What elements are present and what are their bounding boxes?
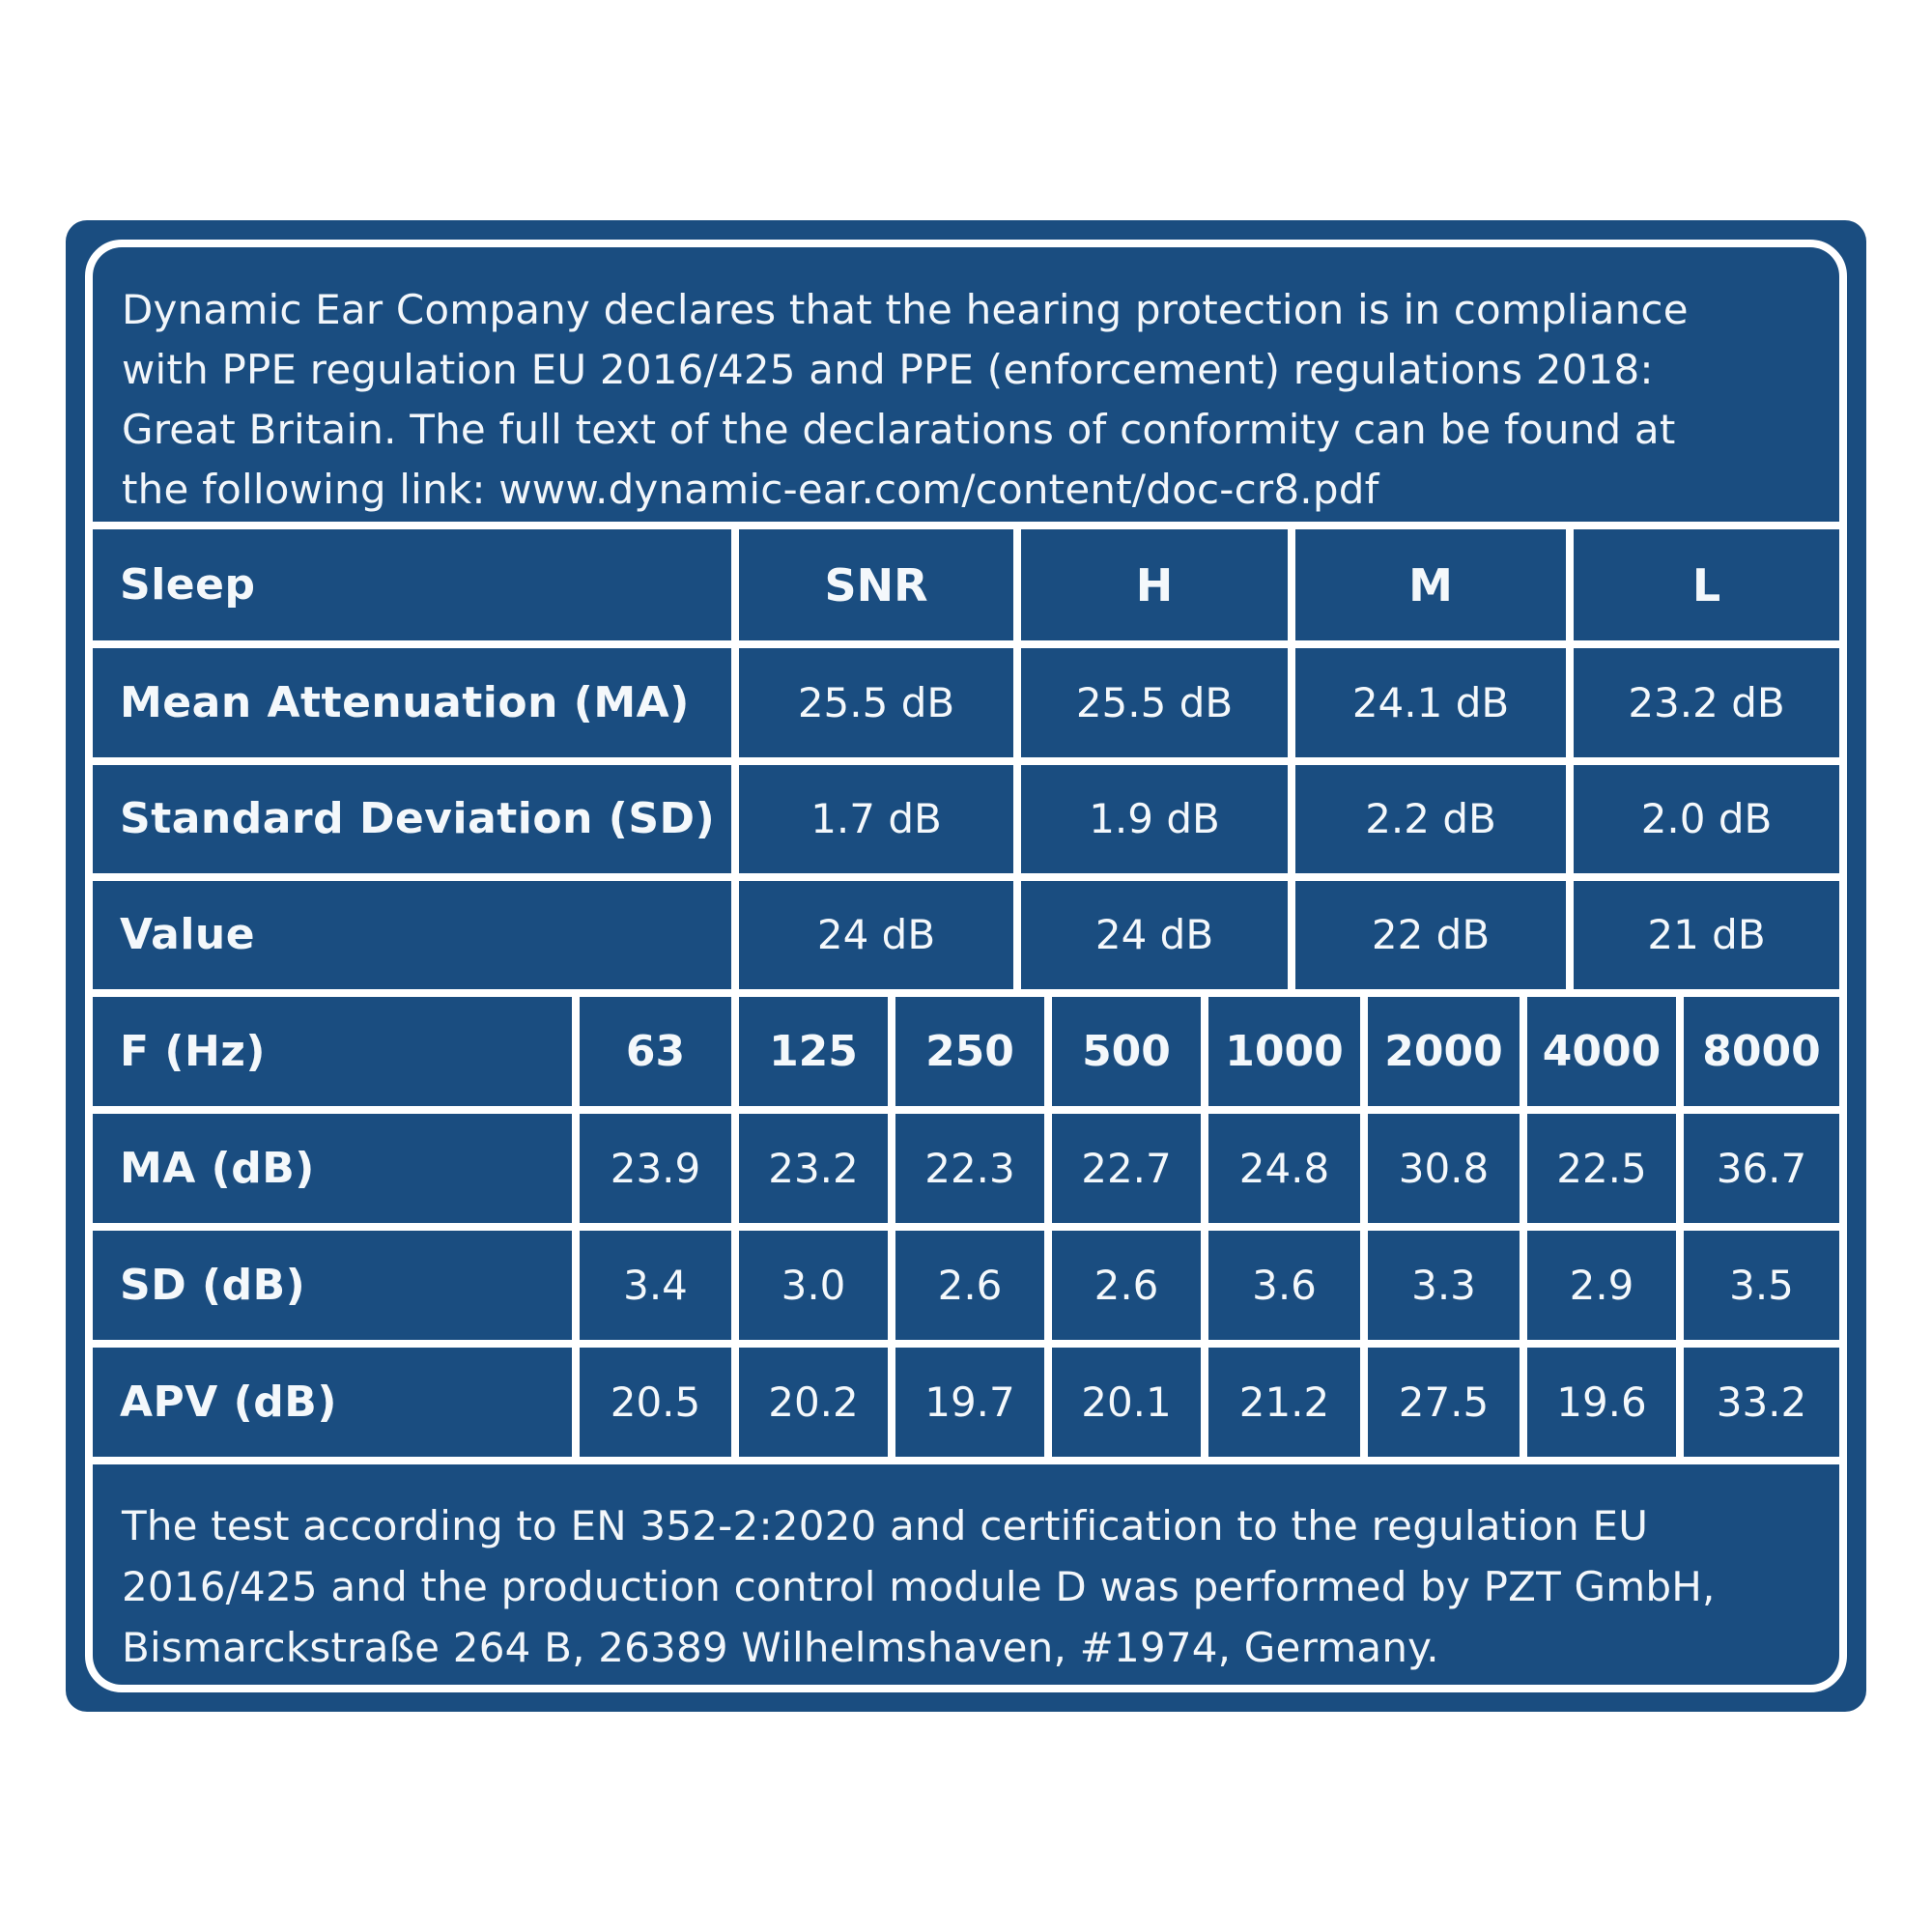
freq-header-1000: 1000 (1208, 997, 1360, 1106)
freq-header-125: 125 (739, 997, 888, 1106)
compliance-statement-line: Great Britain. The full text of the declarations of conformity can be found at (122, 406, 1676, 453)
declaration-card (66, 220, 1866, 1712)
ma-2000: 30.8 (1368, 1114, 1520, 1223)
mean-attenuation-h: 25.5 dB (1021, 648, 1288, 756)
ma-63: 23.9 (580, 1114, 731, 1223)
sd-125: 3.0 (739, 1231, 888, 1340)
test-certification-note (93, 1464, 1839, 1685)
ma-125: 23.2 (739, 1114, 888, 1223)
apv-250: 19.7 (895, 1348, 1044, 1457)
m-column-header: M (1295, 529, 1566, 640)
compliance-statement-line: Dynamic Ear Company declares that the hearing protection is in compliance (122, 286, 1689, 333)
apv-4000: 19.6 (1527, 1348, 1676, 1457)
mean-attenuation-l: 23.2 dB (1574, 648, 1839, 756)
ma-1000: 24.8 (1208, 1114, 1360, 1223)
sd-4000: 2.9 (1527, 1231, 1676, 1340)
row-label-mean-attenuation: Mean Attenuation (MA) (93, 648, 731, 756)
apv-1000: 21.2 (1208, 1348, 1360, 1457)
mean-attenuation-m: 24.1 dB (1295, 648, 1566, 756)
standard-deviation-l: 2.0 dB (1574, 765, 1839, 873)
sd-500: 2.6 (1052, 1231, 1201, 1340)
standard-deviation-h: 1.9 dB (1021, 765, 1288, 873)
test-certification-line: 2016/425 and the production control module D was performed by PZT GmbH, (122, 1563, 1716, 1610)
freq-header-250: 250 (895, 997, 1044, 1106)
apv-8000: 33.2 (1684, 1348, 1839, 1457)
freq-header-2000: 2000 (1368, 997, 1520, 1106)
freq-header-63: 63 (580, 997, 731, 1106)
value-l: 21 dB (1574, 881, 1839, 989)
test-certification-line: Bismarckstraße 264 B, 26389 Wilhelmshaven, #1974, Germany. (122, 1624, 1439, 1671)
sd-8000: 3.5 (1684, 1231, 1839, 1340)
sd-250: 2.6 (895, 1231, 1044, 1340)
value-m: 22 dB (1295, 881, 1566, 989)
snr-column-header: SNR (739, 529, 1013, 640)
row-label-value: Value (93, 881, 731, 989)
freq-header-8000: 8000 (1684, 997, 1839, 1106)
ma-4000: 22.5 (1527, 1114, 1676, 1223)
card-border-frame (85, 240, 1847, 1692)
ma-8000: 36.7 (1684, 1114, 1839, 1223)
l-column-header: L (1574, 529, 1839, 640)
standard-deviation-snr: 1.7 dB (739, 765, 1013, 873)
freq-header-500: 500 (1052, 997, 1201, 1106)
row-label-ma-db: MA (dB) (93, 1114, 572, 1223)
sd-1000: 3.6 (1208, 1231, 1360, 1340)
apv-125: 20.2 (739, 1348, 888, 1457)
row-label-sd-db: SD (dB) (93, 1231, 572, 1340)
apv-2000: 27.5 (1368, 1348, 1520, 1457)
ma-250: 22.3 (895, 1114, 1044, 1223)
mean-attenuation-snr: 25.5 dB (739, 648, 1013, 756)
test-certification-line: The test according to EN 352-2:2020 and certification to the regulation EU (122, 1502, 1649, 1549)
compliance-statement (93, 247, 1839, 522)
value-h: 24 dB (1021, 881, 1288, 989)
compliance-statement-line: with PPE regulation EU 2016/425 and PPE (enforcement) regulations 2018: (122, 346, 1654, 393)
snr-table-title: Sleep (93, 529, 731, 640)
ma-500: 22.7 (1052, 1114, 1201, 1223)
apv-500: 20.1 (1052, 1348, 1201, 1457)
sd-63: 3.4 (580, 1231, 731, 1340)
frequency-table (93, 997, 1839, 1457)
h-column-header: H (1021, 529, 1288, 640)
standard-deviation-m: 2.2 dB (1295, 765, 1566, 873)
value-snr: 24 dB (739, 881, 1013, 989)
row-label-apv-db: APV (dB) (93, 1348, 572, 1457)
freq-header-4000: 4000 (1527, 997, 1676, 1106)
row-label-standard-deviation: Standard Deviation (SD) (93, 765, 731, 873)
conformity-link-line: the following link: www.dynamic-ear.com/content/doc-cr8.pdf (122, 466, 1379, 513)
apv-63: 20.5 (580, 1348, 731, 1457)
sd-2000: 3.3 (1368, 1231, 1520, 1340)
snr-table (93, 529, 1839, 989)
frequency-table-title: F (Hz) (93, 997, 572, 1106)
